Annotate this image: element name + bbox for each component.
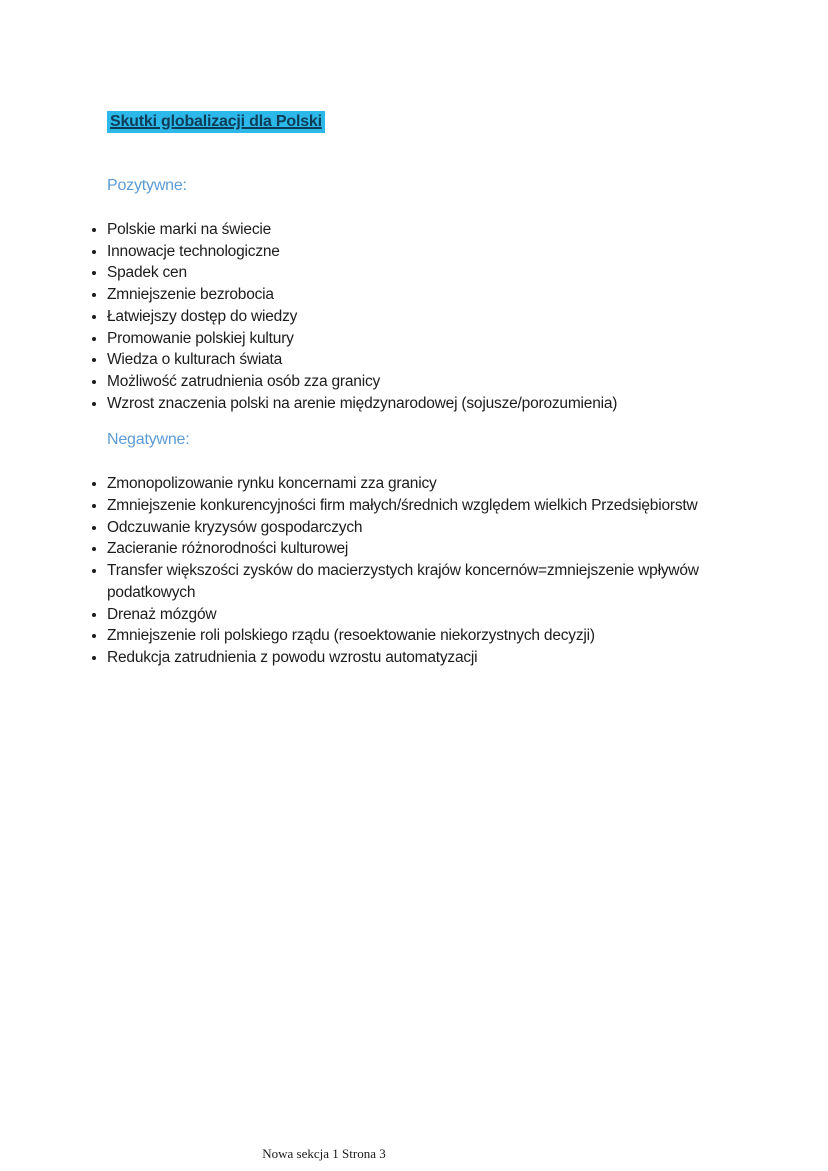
- list-item: • Transfer większości zysków do macierzystych krajów koncernów=zmniejszenie wpływów podatkowych: [107, 560, 759, 603]
- bullet-list-pozytywne: [86, 219, 759, 414]
- list-item: • Spadek cen: [107, 262, 759, 284]
- page-title: Skutki globalizacji dla Polski: [107, 111, 325, 133]
- list-item: • Promowanie polskiej kultury: [107, 328, 759, 350]
- title-row: [107, 111, 759, 133]
- list-item: • Łatwiejszy dostęp do wiedzy: [107, 306, 759, 328]
- list-item: • Wzrost znaczenia polski na arenie międzynarodowej (sojusze/porozumienia): [107, 393, 759, 415]
- list-item: • Możliwość zatrudnienia osób zza granicy: [107, 371, 759, 393]
- list-item: • Innowacje technologiczne: [107, 241, 759, 263]
- list-item: • Drenaż mózgów: [107, 604, 759, 626]
- list-item: • Redukcja zatrudnienia z powodu wzrostu automatyzacji: [107, 647, 759, 669]
- list-item: • Wiedza o kulturach świata: [107, 349, 759, 371]
- bullet-list-negatywne: [86, 473, 759, 668]
- list-item: • Odczuwanie kryzysów gospodarczych: [107, 517, 759, 539]
- list-item: • Zmniejszenie roli polskiego rządu (resoektowanie niekorzystnych decyzji): [107, 625, 759, 647]
- page-content: [107, 111, 759, 686]
- list-item: • Zmonopolizowanie rynku koncernami zza granicy: [107, 473, 759, 495]
- list-item: • Zmniejszenie bezrobocia: [107, 284, 759, 306]
- list-item: • Polskie marki na świecie: [107, 219, 759, 241]
- list-item: • Zmniejszenie konkurencyjności firm małych/średnich względem wielkich Przedsiębiorstw: [107, 495, 759, 517]
- section-heading-pozytywne: Pozytywne:: [107, 177, 187, 194]
- list-item: • Zacieranie różnorodności kulturowej: [107, 538, 759, 560]
- page-footer: Nowa sekcja 1 Strona 3: [262, 1146, 386, 1161]
- section-heading-negatywne: Negatywne:: [107, 431, 190, 449]
